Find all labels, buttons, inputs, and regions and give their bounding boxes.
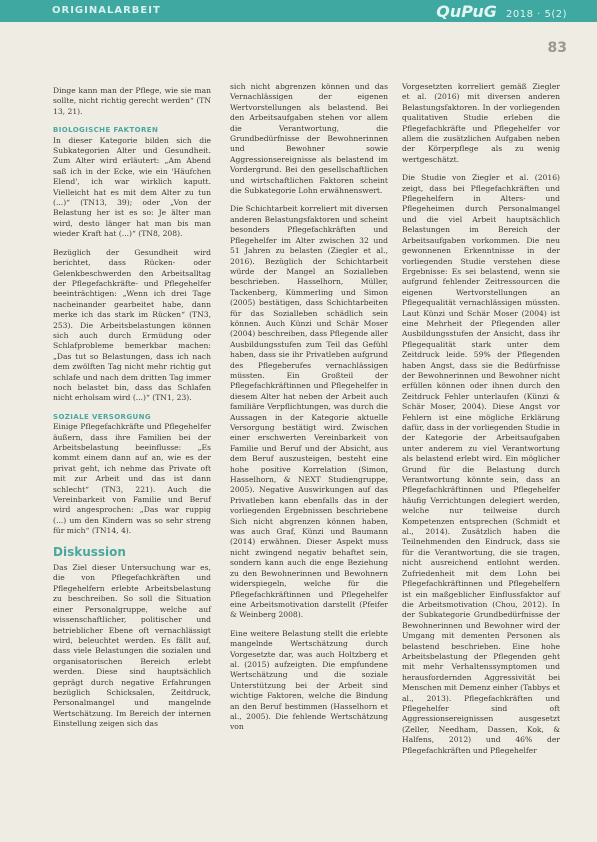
paragraph: In dieser Kategorie bilden sich die Subkategorien Alter und Gesundheit. Zum Alter wird erläutert: „Am Abend saß ich in der Ecke, wie ein 'Häufchen Elend', ich war wirklich kaputt. Vielleicht hat es mit dem Alter zu tun (...)“ (TN13, 39); oder „Von der Belastung her ist es so: Je älter man wird, desto länger hat man bis man wieder Kraft hat (...)“ (TN8, 208). [53, 135, 211, 239]
paragraph: Eine weitere Belastung stellt die erlebte mangelnde Wertschätzung durch Vorgesetzte dar, was auch Holtzberg et al. (2015) aufzeigten. Die empfundene Wertschätzung und die soziale Unterstützung bei der Arbeit sind wichtige Faktoren, welche die Bindung an den Beruf bestimmen (Hasselhorn et al., 2005). Die fehlende Wertschätzung von [230, 628, 388, 732]
journal-banner [436, 2, 567, 21]
page-number: 83 [547, 40, 567, 56]
paragraph: Die Studie von Ziegler et al. (2016) zeigt, dass bei Pflegefachkräften und Pflegehelfern in Alters- und Pflegeheimen durch Personalmangel und die viel Arbeit hauptsächlich Belastungen im Bereich der Arbeitsaufgaben vorkommen. Die neu gewonnenen Erkenntnisse in der vorliegenden Studie verstehen diese Ergebnisse: Es sei belastend, wenn sie aufgrund fehlender Zeitressourcen die eigenen Wertvorstellungen an Pflegequalität vernachlässigen müssten. Laut Künzi und Schär Moser (2004) ist eine Mehrheit der Pflegenden aller Ausbildungsstufen der Ansicht, dass ihr Pflegequalität stark unter dem Zeitdruck leide. 59% der Pflegenden haben Angst, dass sie die Bedürfnisse der Bewohnerinnen und Bewohner nicht erfüllen können oder ihnen durch den Zeitdruck Fehler unterlaufen (Künzi & Schär Moser, 2004). Diese Angst vor Fehlern ist eine mögliche Erklärung dafür, dass in der vorliegenden Studie in der Kategorie der Arbeitsaufgaben unter anderem zu viel Verantwortung als belastend erlebt wird. Ein möglicher Grund für die Belastung durch Verantwortung könnte sein, dass an Pflegefachkräftinnen und Pflegehelfer häufig Verrichtungen delegiert werden, welche nur teilweise durch Kompetenzen entsprechen (Schmidt et al., 2014). Zusätzlich haben die Teilnehmenden den Eindruck, dass sie für die Verantwortung, die sie tragen, nicht ausreichend entlohnt werden. Zufriedenheit mit dem Lohn bei Pflegefachkräftinnen und Pflegehelfern ist ein maßgeblicher Einflussfaktor auf die Arbeitsmotivation (Chou, 2012). In der Subkategorie Grundbedürfnisse der Bewohnerinnen und Bewohner wird der Umgang mit dementen Personen als belastend beschrieben. Eine hohe Arbeitsbelastung der Pflegenden geht mit mehr Verhaltenssymptomen und herausfordernden Aggressivität bei Menschen mit Demenz einher (Tabbys et al., 2013). Pflegefachkräften und Pflegehelfer sind oft Aggressionsereignissen ausgesetzt (Zeller, Needham, Dassen, Kok, & Halfens, 2012) und 46% der Pflegefachkräften und Pflegehelfer [402, 173, 560, 755]
paragraph: Das Ziel dieser Untersuchung war es, die von Pflegefachkräften und Pflegehelfern erlebte Arbeitsbelastung zu beschreiben. So soll die Situation einer Personalgruppe, welche auf wissenschaftlicher, politischer und betrieblicher Ebene oft vernachlässigt wird, beleuchtet werden. Es fällt auf, dass viele Belastungen die sozialen und organisatorischen Bereich erlebt werden. Diese sind hauptsächlich geprägt durch negative Erfahrungen bezüglich Schicksalen, Zeitdruck, Personalmangel und mangelnde Wertschätzung. Im Bereich der internen Einstellung zeigen sich das [53, 563, 211, 729]
text-column-3 [402, 82, 560, 764]
paragraph: Die Schichtarbeit korreliert mit diversen anderen Belastungsfaktoren und scheint besonders Pflegefachkräften und Pflegehelfer im Alter zwischen 32 und 51 Jahren zu belasten (Ziegler et al., 2016). Bezüglich der Schichtarbeit würde der Mangel an Sozialleben beschrieben. Hasselhorn, Müller, Tackenberg, Kümmerling und Simon (2005) bestätigen, dass Schichtarbeiten für das Sozialleben schädlich sein können. Auch Künzi und Schär Moser (2004) beschreiben, dass Pflegende aller Ausbildungsstufen zum Teil das Gefühl haben, dass sie ihr Privatleben aufgrund des Pflegeberufes vernachlässigen müssten. Ein Großteil der Pflegefachkräftinnen und Pflegehelfer in diesem Alter hat neben der Arbeit auch familiäre Verpflichtungen, was durch die Aussagen in der Kategorie aktuelle Versorgung bestätigt wird. Zwischen einer erschwerten Vereinbarkeit von Familie und Beruf und der Absicht, aus dem Beruf auszusteigen, besteht eine hohe positive Korrelation (Simon, Hasselhorn, & NEXT Studiengruppe, 2005). Negative Auswirkungen auf das Privatleben kann ebenfalls das in der vorliegenden Ergebnissen beschriebene Sich nicht abgrenzen können haben, was auch Graf, Künzi und Baumann (2014) erwähnen. Dieser Aspekt muss nicht zwingend negativ behaftet sein, sondern kann auch die enge Beziehung zu den Bewohnerinnen und Bewohnern widerspiegeln, welche für die Pflegefachkräftinnen und Pflegehelfer eine Arbeitsmotivation darstellt (Pfeifer & Weinberg 2008). [230, 204, 388, 620]
journal-title: QuPuG [436, 2, 497, 21]
text-column-2 [230, 82, 388, 741]
subsection-heading: SOZIALE VERSORGUNG [53, 412, 151, 421]
section-heading: Diskussion [53, 544, 126, 559]
paragraph: Einige Pflegefachkräfte und Pflegehelfer äußern, dass ihre Familien bei der Arbeitsbelastung beeinflusse: „Es kommt einem dann auf an, wie es der privat geht, ich nehme das Private oft mit zur Arbeit und das ist dann schlecht“ (TN3, 221). Auch die Vereinbarkeit von Familie und Beruf wird angesprochen: „Das war ruppig (...) um den Kindern was so sehr streng für mich“ (TN14, 4). [53, 422, 211, 536]
paragraph: Dinge kann man der Pflege, wie sie man sollte, nicht richtig gerecht werden“ (TN 13, 21). [53, 86, 211, 116]
paragraph: sich nicht abgrenzen können und das Vernachlässigen der eigenen Wertvorstellungen als belastend. Bei den Arbeitsaufgaben stehen vor allem die Verantwortung, die Grundbedürfnisse der Bewohnerinnen und Bewohner sowie Aggressionsereignisse als belastend im Vordergrund. Bei den gesellschaftlichen und wirtschaftlichen Faktoren scheint die Subkategorie Lohn erwähnenswert. [230, 82, 388, 196]
page-header [0, 0, 597, 22]
subsection-heading: BIOLOGISCHE FAKTOREN [53, 126, 159, 135]
paragraph: Vorgesetzten korreliert gemäß Ziegler et al. (2016) mit diversen anderen Belastungsfaktoren. In der vorliegenden qualitativen Studie erleben die Pflegefachkräfte und Pflegehelfer vor allem die zusätzlichen Aufgaben neben der Körperpflege als zu wenig wertgeschätzt. [402, 82, 560, 164]
section-label: ORIGINALARBEIT [52, 5, 161, 16]
paragraph: Bezüglich der Gesundheit wird berichtet, dass Rücken- oder Gelenkbeschwerden den Arbeitsalltag der Pflegefachkräfte- und Pflegehelfer beeinträchtigen: „Wenn ich drei Tage nacheinander gearbeitet habe, dann merke ich das stark im Rücken“ (TN3, 253). Die Arbeitsbelastungen können sich auch durch Ermüdung oder Schlafprobleme bemerkbar machen: „Das tut so Belastungen, dass ich nach dem zwölften Tag nicht mehr richtig gut schlafe und nach dem dritten Tag immer noch belastet bin, dass das Schlafen nicht erholsam wird (...)“ (TN1, 23). [53, 247, 211, 403]
text-column-1 [53, 86, 211, 738]
journal-issue: 2018 · 5(2) [505, 9, 567, 20]
